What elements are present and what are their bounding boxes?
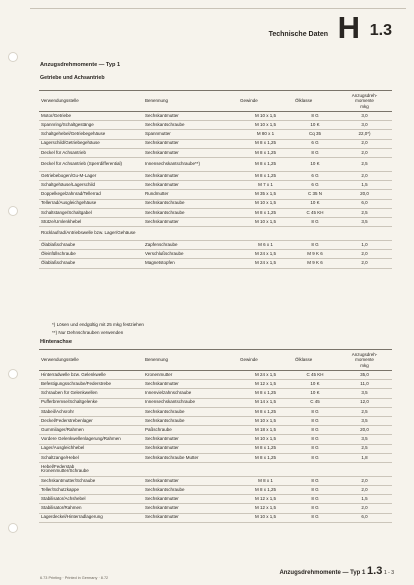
table-cell: 2,5 — [337, 444, 392, 453]
table-cell: Getriebebogen/Gu-M-Lager — [39, 171, 143, 180]
table-cell: C 45 — [293, 398, 337, 407]
table-row — [39, 157, 392, 171]
table-cell: Paßschraube — [143, 426, 238, 435]
table-cell: 8 G — [293, 112, 337, 121]
top-rule — [30, 8, 406, 9]
table-cell: Deckel/Federstrebenlager — [39, 416, 143, 425]
table-row — [39, 389, 392, 398]
table-cell: Sechskantschraube — [143, 121, 238, 130]
table-cell — [238, 462, 293, 476]
table-cell: 3,5 — [337, 435, 392, 444]
table-header-row — [39, 91, 392, 112]
table-cell: Tellerrad/Ausgleichgehäuse — [39, 199, 143, 208]
table-cell: M 8 x 1,25 — [238, 171, 293, 180]
table-row — [39, 495, 392, 504]
table-cell: Sechskantschraube — [143, 407, 238, 416]
table-cell: M 8 x 1 — [238, 476, 293, 485]
table-cell: 8 G — [293, 241, 337, 250]
table-cell: Magnetstopfen — [143, 259, 238, 268]
column-header: Ölklasse — [293, 91, 337, 112]
table-cell: 10 K — [293, 157, 337, 171]
table-cell: 2,5 — [337, 407, 392, 416]
table-cell: 8 G — [293, 513, 337, 522]
table-cell: Schaltgehäuse/Lagerschild — [39, 181, 143, 190]
table-cell: Stabeil/Achsrohr — [39, 407, 143, 416]
table-row — [39, 208, 392, 217]
table-cell: Öleinfüllschraube — [39, 250, 143, 259]
table-cell: Sechskantschraube — [143, 486, 238, 495]
column-header: Ölklasse — [293, 350, 337, 371]
table-cell: Sechskantmutter — [143, 171, 238, 180]
table-cell — [293, 227, 337, 241]
table-cell: Verschlußschraube — [143, 250, 238, 259]
punch-hole — [8, 523, 18, 533]
table-cell: 2,0 — [337, 148, 392, 157]
footnote: **) Nur Dehnschrauben verwenden — [52, 330, 124, 335]
table-cell: Sechskantmutter — [143, 513, 238, 522]
table-cell: M 6 x 1 — [238, 241, 293, 250]
table-row — [39, 476, 392, 485]
table-cell: Ölablaßschraube — [39, 241, 143, 250]
table-row — [39, 435, 392, 444]
table-cell: 1,8 — [337, 453, 392, 462]
table-cell: 6 G — [293, 171, 337, 180]
table-cell: 10 K — [293, 199, 337, 208]
table-cell: 20,0 — [337, 426, 392, 435]
table-cell: Rücklaufrad/Antriebswelle bzw. Lager/Gehäuse — [39, 227, 143, 241]
table-cell: 8 G — [293, 444, 337, 453]
table-cell: C 45 KH — [293, 371, 337, 380]
table-cell: Lagerdeckel/Hinterradlagerung — [39, 513, 143, 522]
table-row — [39, 130, 392, 139]
table-cell: M 9 K 6 — [293, 250, 337, 259]
table-cell — [143, 227, 238, 241]
table-row — [39, 444, 392, 453]
table-cell: Rundmutter — [143, 190, 238, 199]
table-cell: 20,0 — [337, 190, 392, 199]
section1-title: Anzugsdrehmomente — Typ 1 — [40, 62, 121, 68]
table-cell: Befestigungsschraube/Federstrebe — [39, 380, 143, 389]
punch-hole — [8, 369, 18, 379]
table-cell: M 10 x 1,5 — [238, 513, 293, 522]
table-cell: M 24 x 1,5 — [238, 371, 293, 380]
table-cell — [238, 227, 293, 241]
table-cell: Stütze/Umlenkhebel — [39, 217, 143, 226]
table-cell: 8 G — [293, 217, 337, 226]
table-row — [39, 416, 392, 425]
table-row — [39, 139, 392, 148]
table-cell: Stabilisator/Rahmen — [39, 504, 143, 513]
table-cell: Sechskantmutter/Schraube — [39, 476, 143, 485]
table-cell: 3,5 — [337, 416, 392, 425]
table-cell: M 8 x 1,25 — [238, 148, 293, 157]
table-cell: 2,0 — [337, 259, 392, 268]
torque-table-rear-axle — [39, 349, 392, 523]
table-cell: Pufferbremse/Schaltgelenke — [39, 398, 143, 407]
torque-table-gearbox — [39, 90, 392, 269]
table-cell: M 8 x 1,25 — [238, 486, 293, 495]
table-cell: 6,0 — [337, 513, 392, 522]
table-cell: 10 K — [293, 380, 337, 389]
table-row — [39, 407, 392, 416]
table-cell — [293, 462, 337, 476]
table-cell: 8 G — [293, 416, 337, 425]
footer-label — [279, 565, 394, 577]
table-cell: 8 G — [293, 453, 337, 462]
table-cell: Ölablaßschraube — [39, 259, 143, 268]
table-cell: C 35 N — [293, 190, 337, 199]
column-header: Verwendungsstelle — [39, 91, 143, 112]
table-cell: Doppelkegelzahnrad/Tellerrad — [39, 190, 143, 199]
table-row — [39, 171, 392, 180]
table-cell: Sechskantmutter — [143, 181, 238, 190]
table-cell: Motor/Getriebe — [39, 112, 143, 121]
table-row — [39, 227, 392, 241]
column-header: Anzugsdreh- momente mkg — [337, 350, 392, 371]
table-cell: 8 G — [293, 148, 337, 157]
table-cell: M 24 x 1,5 — [238, 259, 293, 268]
section1-subtitle: Getriebe und Achsantrieb — [40, 75, 105, 81]
table-row — [39, 504, 392, 513]
table-cell — [337, 227, 392, 241]
table-cell: Cq 35 — [293, 130, 337, 139]
table-cell: Sechskantmutter — [143, 112, 238, 121]
table-cell: M 7 x 1 — [238, 181, 293, 190]
table-row — [39, 486, 392, 495]
table-row — [39, 398, 392, 407]
table-cell: M 35 x 1,5 — [238, 190, 293, 199]
table-row — [39, 426, 392, 435]
table-cell: M 18 x 1,5 — [238, 426, 293, 435]
table-cell: Deckel für Achsantrieb (Sperrdifferential) — [39, 157, 143, 171]
table-cell: 3,5 — [337, 389, 392, 398]
table-cell: M 12 x 1,5 — [238, 504, 293, 513]
table-row — [39, 190, 392, 199]
table-cell: 2,0 — [337, 504, 392, 513]
table-cell: Schaltzange/Hebel — [39, 453, 143, 462]
column-header: Gewinde — [238, 350, 293, 371]
table-cell: 2,0 — [337, 250, 392, 259]
table-cell: M 14 x 1,5 — [238, 398, 293, 407]
table-cell: 2,0 — [337, 139, 392, 148]
table-cell: M 80 x 1 — [238, 130, 293, 139]
table-cell: 1,5 — [337, 495, 392, 504]
table-cell: Sechskantmutter — [143, 380, 238, 389]
table-cell: Schaltgehebel/Getriebegehäuse — [39, 130, 143, 139]
table-cell: M 10 x 1,5 — [238, 416, 293, 425]
table-row — [39, 199, 392, 208]
table-cell: Vordere Gelenkwellenlagerung/Rahmen — [39, 435, 143, 444]
table-cell: Kronenmutter — [143, 371, 238, 380]
table-cell: 2,0 — [337, 171, 392, 180]
table-cell — [143, 462, 238, 476]
table-row — [39, 181, 392, 190]
print-info: 6.73 Printing · Printed in Germany · 8.72 — [40, 576, 109, 580]
table-cell: Sechskantmutter — [143, 504, 238, 513]
table-cell: 8 G — [293, 407, 337, 416]
table-cell: Sechskantschraube — [143, 208, 238, 217]
table-cell: M 12 x 1,5 — [238, 495, 293, 504]
column-header: Anzugsdreh- momente mkg — [337, 91, 392, 112]
table-cell: 1,0 — [337, 241, 392, 250]
table-cell: 3,0 — [337, 121, 392, 130]
table-cell: M 8 x 1,25 — [238, 453, 293, 462]
table-cell: Teller/Schutzkappe — [39, 486, 143, 495]
table-row — [39, 241, 392, 250]
section2-title: Hinterachse — [40, 339, 73, 345]
table-cell: Sechskantmutter — [143, 435, 238, 444]
table-cell: M 12 x 1,5 — [238, 380, 293, 389]
table-cell: Sechskantschraube — [143, 416, 238, 425]
table-cell: M 24 x 1,5 — [238, 250, 293, 259]
table-cell: M 8 x 1,25 — [238, 389, 293, 398]
table-row — [39, 259, 392, 268]
table-cell: Sechskantmutter — [143, 139, 238, 148]
table-cell: M 10 x 1,5 — [238, 199, 293, 208]
table-cell: 8 G — [293, 476, 337, 485]
table-cell: 6,0 — [337, 199, 392, 208]
table-cell: Innensechskantschraube**) — [143, 157, 238, 171]
header-number: 1.3 — [369, 22, 392, 39]
table-cell: Deckel für Achsantrieb — [39, 148, 143, 157]
table-cell: Sechskantschraube — [143, 199, 238, 208]
table-row — [39, 148, 392, 157]
table-cell: 8 G — [293, 504, 337, 513]
header-title: Technische Daten — [268, 31, 328, 38]
table-cell: 2,0 — [337, 486, 392, 495]
footer-page: 1 - 3 — [383, 570, 394, 576]
table-cell: Stabilisator/Achshebel — [39, 495, 143, 504]
column-header: Benennung — [143, 350, 238, 371]
punch-hole — [8, 52, 18, 62]
table-header-row — [39, 350, 392, 371]
column-header: Gewinde — [238, 91, 293, 112]
table-cell: Sechskantmutter — [143, 444, 238, 453]
table-cell: Schaltstange/Schaltgabel — [39, 208, 143, 217]
table-cell: 12,0 — [337, 398, 392, 407]
table-cell: 10 K — [293, 389, 337, 398]
table-cell: Sechskantschraube Mutter — [143, 453, 238, 462]
table-cell: M 8 x 1,25 — [238, 208, 293, 217]
table-cell: Innensechskantschraube — [143, 398, 238, 407]
footer-title: Anzugsdrehmomente — Typ 1 — [279, 570, 366, 576]
table-row — [39, 380, 392, 389]
table-cell: Spannring/Schaltgestänge — [39, 121, 143, 130]
table-cell: Spannmutter — [143, 130, 238, 139]
table-cell: Hebel/Federstab Kronenmutter/Schraube — [39, 462, 143, 476]
table-row — [39, 453, 392, 462]
table-cell: 11,0 — [337, 380, 392, 389]
table-cell: Lager/Ausgleichhebel — [39, 444, 143, 453]
table-cell: 1,5 — [337, 181, 392, 190]
table-row — [39, 250, 392, 259]
table-cell: 2,5 — [337, 208, 392, 217]
table-cell: 2,5 — [337, 157, 392, 171]
table-cell: 8 G — [293, 495, 337, 504]
table-cell: 3,5 — [337, 217, 392, 226]
table-cell: Zapfenschraube — [143, 241, 238, 250]
table-cell: 8 G — [293, 426, 337, 435]
table-cell: 6 G — [293, 181, 337, 190]
table-row — [39, 121, 392, 130]
table-cell: C 45 KH — [293, 208, 337, 217]
table-cell: Lagerschild/Getriebegehäuse — [39, 139, 143, 148]
column-header: Benennung — [143, 91, 238, 112]
table-row — [39, 513, 392, 522]
table-row — [39, 112, 392, 121]
table-cell: M 8 x 1,25 — [238, 444, 293, 453]
footnote: *) Lösen und endgültig mit 25 mkg festziehen — [52, 322, 144, 327]
table-cell: 8 G — [293, 486, 337, 495]
table-cell: M 8 x 1,25 — [238, 407, 293, 416]
table-cell: Sechskantmutter — [143, 495, 238, 504]
footer-number: 1.3 — [367, 565, 383, 577]
table-cell: Hinterradwelle bzw. Gelenkwelle — [39, 371, 143, 380]
table-cell: M 8 x 1,25 — [238, 139, 293, 148]
table-cell: M 9 K 6 — [293, 259, 337, 268]
table-cell: 6 G — [293, 139, 337, 148]
column-header: Verwendungsstelle — [39, 350, 143, 371]
header-letter: H — [337, 10, 360, 45]
table-cell: 3,0 — [337, 112, 392, 121]
table-cell: Schrauben für Gelenkwellen — [39, 389, 143, 398]
punch-hole — [8, 206, 18, 216]
table-cell: Sechskantmutter — [143, 476, 238, 485]
table-cell: M 10 x 1,5 — [238, 112, 293, 121]
table-cell: 8 G — [293, 435, 337, 444]
table-cell: Sechskantmutter — [143, 217, 238, 226]
table-cell: 22,0*) — [337, 130, 392, 139]
table-cell — [337, 462, 392, 476]
table-cell: 35,0 — [337, 371, 392, 380]
table-cell: Innenvielzahnschraube — [143, 389, 238, 398]
table-cell: 2,0 — [337, 476, 392, 485]
table-cell: M 10 x 1,5 — [238, 435, 293, 444]
table-cell: M 10 x 1,5 — [238, 121, 293, 130]
table-cell: M 8 x 1,25 — [238, 157, 293, 171]
table-cell: 10 K — [293, 121, 337, 130]
table-row — [39, 217, 392, 226]
table-row — [39, 371, 392, 380]
table-cell: M 10 x 1,5 — [238, 217, 293, 226]
table-cell: Sechskantmutter — [143, 148, 238, 157]
table-cell: Gummilager/Rahmen — [39, 426, 143, 435]
table-row — [39, 462, 392, 476]
